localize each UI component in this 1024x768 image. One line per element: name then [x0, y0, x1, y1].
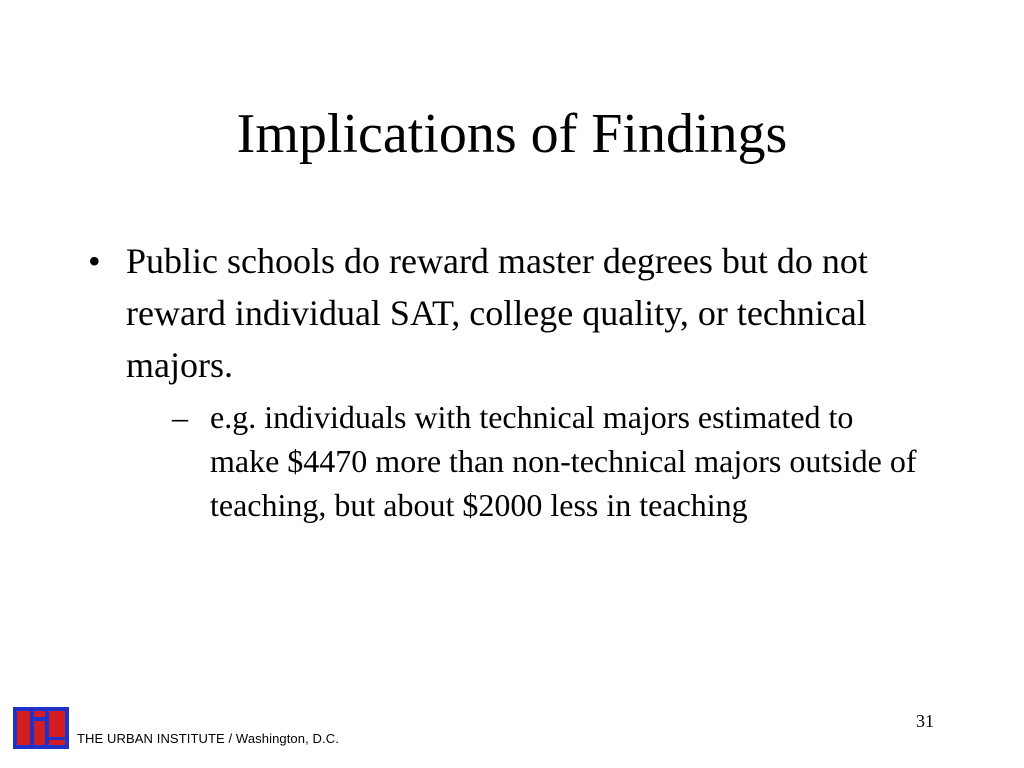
sub-bullet-item [164, 395, 930, 527]
page-number: 31 [916, 711, 934, 731]
urban-institute-logo-icon [13, 707, 69, 749]
footer-organization: THE URBAN INSTITUTE / Washington, D.C. [77, 731, 339, 746]
bullet-item [88, 235, 917, 527]
sub-bullet-text: e.g. individuals with technical majors estimated to make $4470 more than non-technical majors outside of teaching, but about $2000 less in teaching [210, 399, 917, 523]
sub-bullet-list [126, 395, 917, 527]
bullet-list [88, 235, 917, 527]
sub-bullet-marker: – [172, 399, 188, 435]
slide-title: Implications of Findings [236, 103, 788, 165]
bullet-text: Public schools do reward master degrees but do not reward individual SAT, college quality, or technical majors. [126, 241, 868, 385]
bullet-marker: • [88, 241, 101, 281]
